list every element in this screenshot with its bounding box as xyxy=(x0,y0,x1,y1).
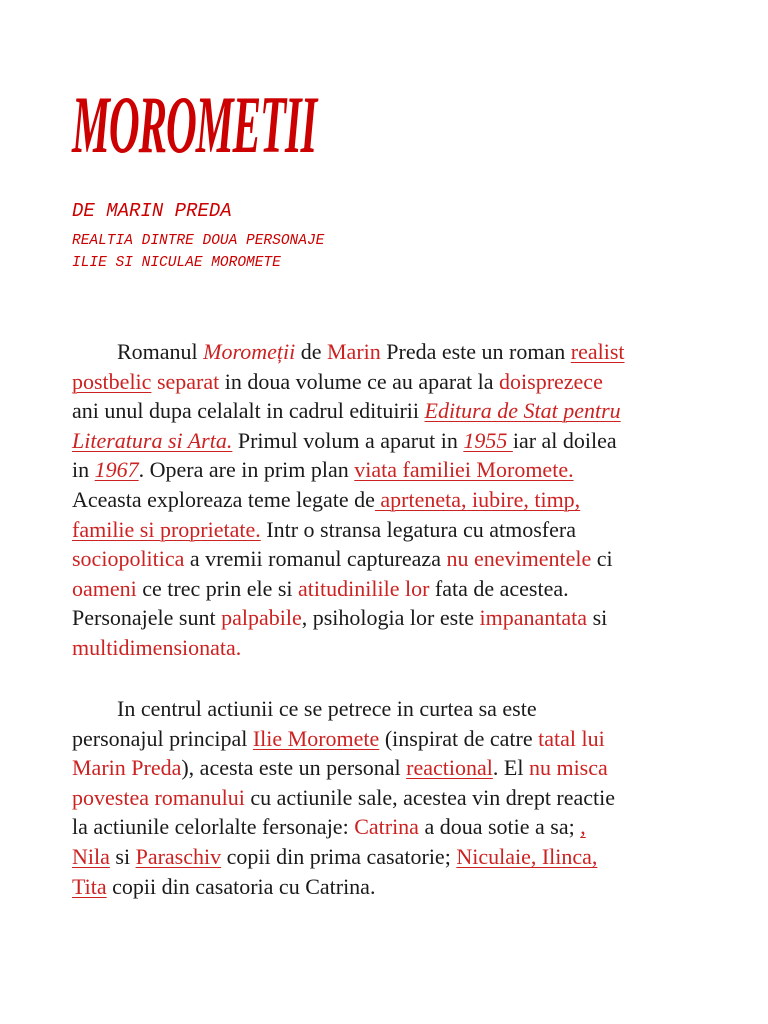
text: ce trec prin ele si xyxy=(136,575,299,601)
link[interactable]: reactional xyxy=(406,755,493,781)
p1-line xyxy=(72,515,712,545)
paragraph-1 xyxy=(72,337,712,663)
text: ), acesta este un personal xyxy=(181,755,407,781)
p1-line xyxy=(72,574,712,604)
highlight: tatal lui xyxy=(538,725,605,751)
text: Preda este un roman xyxy=(380,339,571,364)
text: copii din casatoria cu Catrina. xyxy=(106,873,376,899)
link[interactable]: Ilie Moromete xyxy=(252,725,380,751)
link[interactable]: Literatura si Arta. xyxy=(72,427,233,453)
text: la actiunile celorlalte fersonaje: xyxy=(72,814,355,840)
link[interactable]: 1955 xyxy=(463,427,513,453)
paragraph-2 xyxy=(72,694,712,901)
text: de xyxy=(295,339,327,364)
p2-line xyxy=(72,724,712,754)
link[interactable]: Paraschiv xyxy=(135,843,222,869)
p2-line xyxy=(72,812,712,842)
highlight: Catrina xyxy=(354,814,419,840)
p2-line xyxy=(72,694,712,724)
highlight: nu misca xyxy=(528,755,608,781)
highlight: Marin Preda xyxy=(72,755,182,781)
p2-line xyxy=(72,842,712,872)
link[interactable]: , xyxy=(580,814,586,840)
link[interactable]: viata familiei Moromete. xyxy=(354,457,574,483)
text: personajul principal xyxy=(72,725,253,751)
p1-line xyxy=(72,633,712,663)
p1-line xyxy=(72,455,712,485)
highlight: nu enevimentele xyxy=(446,546,592,572)
author-subtitle: DE MARIN PREDA xyxy=(72,200,232,222)
text: Primul volum a aparut in xyxy=(232,427,464,453)
text: ci xyxy=(591,546,613,572)
p2-line xyxy=(72,783,712,813)
text: cu actiunile sale, acestea vin drept reactie xyxy=(244,784,616,810)
highlight: Marin xyxy=(327,339,381,364)
link[interactable]: aprteneta, iubire, timp, xyxy=(374,486,581,512)
p1-line xyxy=(72,367,712,397)
text: a vremii romanul captureaza xyxy=(184,546,447,572)
text: iar al doilea xyxy=(512,427,617,453)
text: . Opera are in prim plan xyxy=(138,457,355,483)
text: Intr o stransa legatura cu atmosfera xyxy=(260,516,576,542)
subheading-line-1: REALTIA DINTRE DOUA PERSONAJE xyxy=(72,233,325,249)
text: (inspirat de catre xyxy=(379,725,539,751)
text: In centrul actiunii ce se petrece in curtea sa este xyxy=(117,696,537,721)
text: . El xyxy=(492,755,529,781)
text: si xyxy=(587,605,608,631)
text: ani unul dupa celalalt in cadrul edituirii xyxy=(72,398,425,424)
p1-line xyxy=(72,485,712,515)
text: Personajele sunt xyxy=(72,605,222,631)
p1-line xyxy=(72,337,712,367)
text: si xyxy=(109,843,136,869)
document-title: MOROMETII xyxy=(72,79,317,170)
subheading-line-2: ILIE SI NICULAE MOROMETE xyxy=(72,255,281,271)
highlight: atitudinilile lor xyxy=(298,575,430,601)
text: in doua volume ce au aparat la xyxy=(219,368,500,394)
highlight: oameni xyxy=(72,575,137,601)
highlight: Moromeții xyxy=(203,339,296,364)
highlight: separat xyxy=(156,368,220,394)
p2-line xyxy=(72,753,712,783)
p1-line xyxy=(72,396,712,426)
p1-line xyxy=(72,603,712,633)
text: Aceasta exploreaza teme legate de xyxy=(72,486,375,512)
highlight: povestea romanului xyxy=(72,784,245,810)
link[interactable]: Editura de Stat pentru xyxy=(424,398,621,424)
link[interactable]: postbelic xyxy=(72,368,152,394)
p1-line xyxy=(72,426,712,456)
text: in xyxy=(72,457,95,483)
link[interactable]: Niculaie, Ilinca, xyxy=(456,843,598,869)
highlight: palpabile xyxy=(221,605,302,631)
text: , psihologia lor este xyxy=(301,605,480,631)
link[interactable]: 1967 xyxy=(94,457,139,483)
highlight: multidimensionata xyxy=(72,634,236,660)
link[interactable]: Tita xyxy=(72,873,107,899)
text: Romanul xyxy=(117,339,204,364)
highlight: . xyxy=(235,634,242,660)
highlight: doisprezece xyxy=(499,368,603,394)
link[interactable]: realist xyxy=(570,339,625,364)
text: copii din prima casatorie; xyxy=(221,843,457,869)
highlight: impanantata xyxy=(479,605,588,631)
p2-line xyxy=(72,872,712,902)
link[interactable]: Nila xyxy=(72,843,110,869)
text: a doua sotie a sa; xyxy=(418,814,581,840)
link[interactable]: familie si proprietate. xyxy=(72,516,261,542)
p1-line xyxy=(72,544,712,574)
text: fata de acestea. xyxy=(429,575,569,601)
highlight: sociopolitica xyxy=(72,546,185,572)
